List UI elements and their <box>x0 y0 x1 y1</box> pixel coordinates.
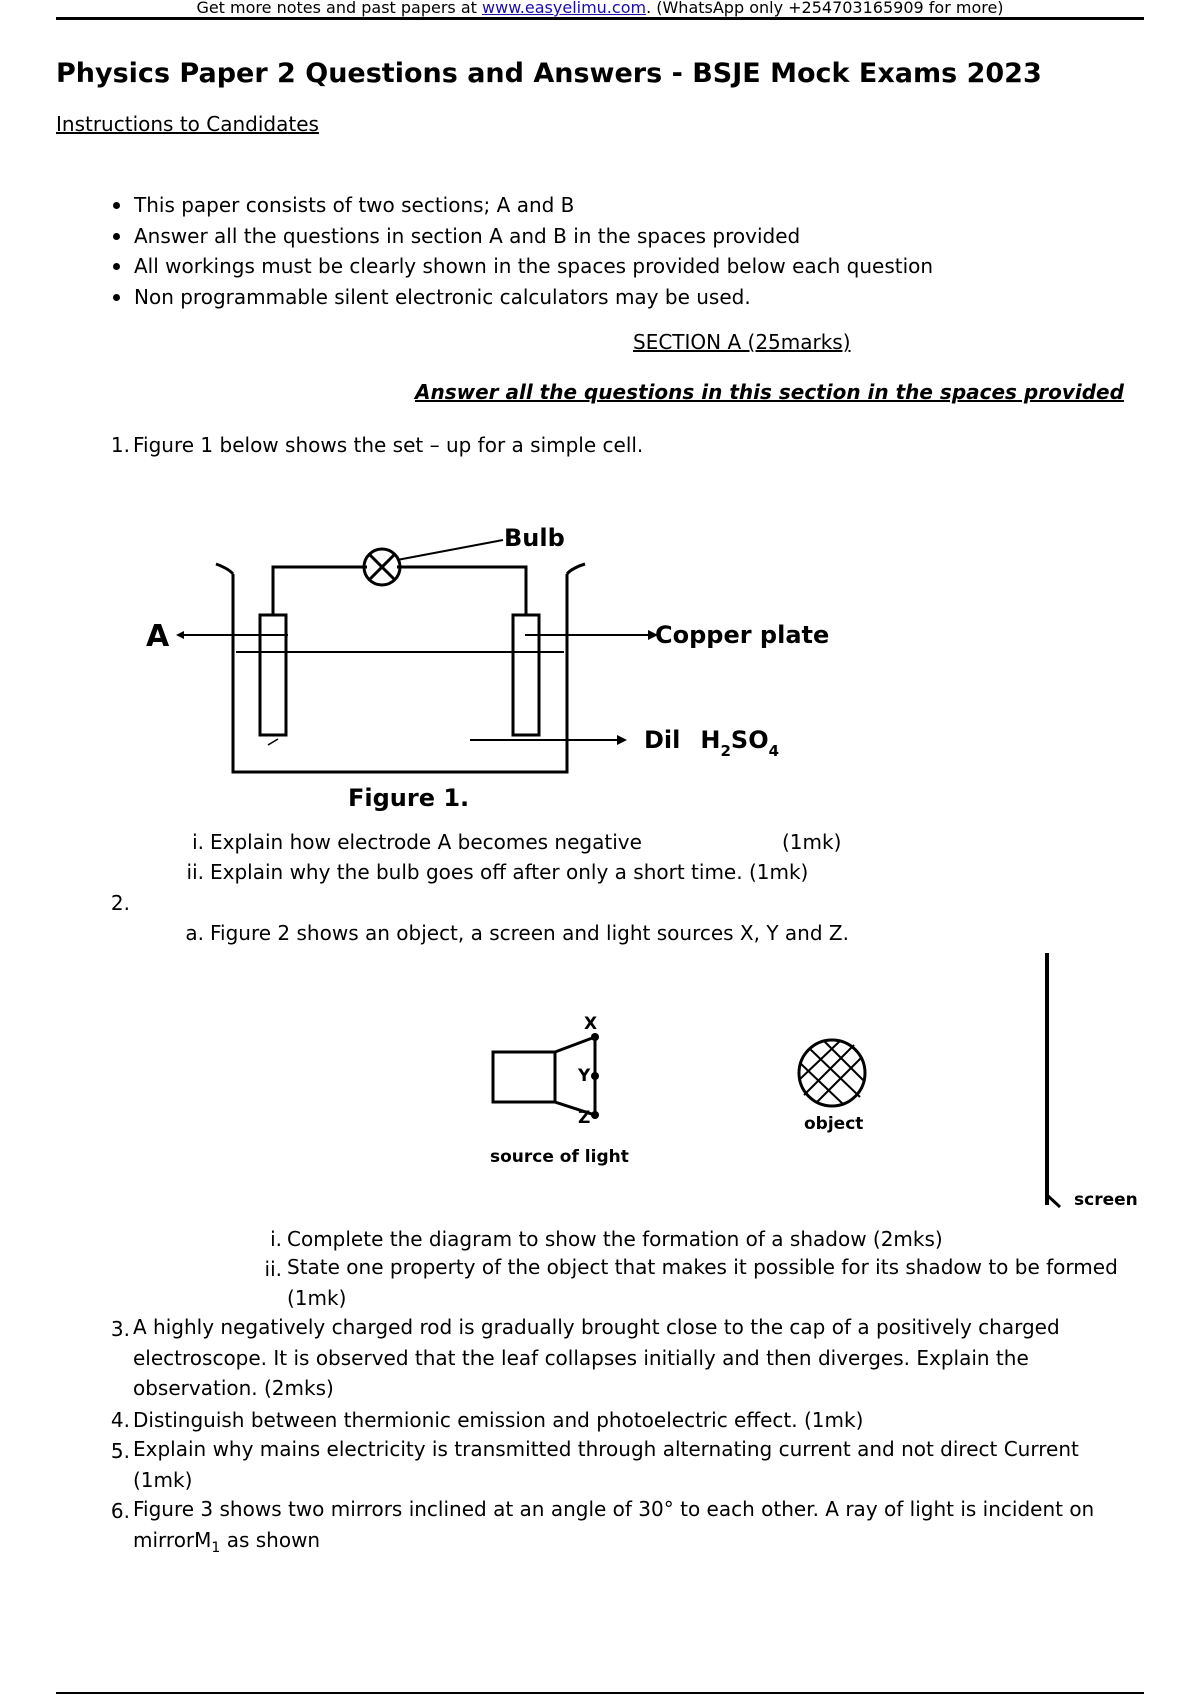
header-note <box>0 0 1200 17</box>
vessel-lip-right <box>567 564 585 574</box>
q1-i-marks: (1mk) <box>782 830 842 854</box>
wire-right <box>397 567 526 615</box>
object-label: object <box>804 1114 864 1134</box>
sub-4: 4 <box>768 742 780 760</box>
header-prefix: Get more notes and past papers at <box>196 0 483 17</box>
q3-line: electroscope. It is observed that the leaf collapses initially and then diverges. Explain the <box>133 1345 1029 1370</box>
electrode-a <box>260 615 286 735</box>
light-box <box>493 1052 555 1102</box>
q3-line: A highly negatively charged rod is gradually brought close to the cap of a positively charged <box>133 1315 1060 1339</box>
q6-mirror-sub: 1 <box>211 1539 221 1556</box>
label-z: Z <box>578 1108 591 1128</box>
q2-ii-line: State one property of the object that makes it possible for its shadow to be formed <box>287 1255 1118 1279</box>
q4-number: 4. <box>110 1408 130 1432</box>
label-a: A <box>146 619 170 654</box>
figure-1-caption: Figure 1. <box>348 784 470 812</box>
q5-line: Explain why mains electricity is transmitted through alternating current and not direct Current <box>133 1437 1079 1461</box>
h-text: H <box>700 726 721 754</box>
q6-mirror-text: mirrorM <box>133 1527 212 1552</box>
section-heading: SECTION A (25marks) <box>633 330 851 354</box>
instructions-heading: Instructions to Candidates <box>56 112 319 136</box>
q2-ii-text <box>287 1252 1118 1313</box>
q1-i-text: Explain how electrode A becomes negative <box>210 830 642 854</box>
screen-label: screen <box>1074 1190 1138 1210</box>
q3-line: observation. (2mks) <box>133 1376 334 1400</box>
vessel-lip-left <box>216 564 233 574</box>
figure-1-simple-cell <box>130 510 850 820</box>
q1-number: 1. <box>110 433 130 457</box>
q1-statement: below shows the set – up for a simple cell. <box>213 433 644 457</box>
q2-a-text <box>210 921 849 945</box>
q6-figure-ref: Figure 3 <box>133 1497 214 1521</box>
source-of-light-label: source of light <box>490 1147 629 1167</box>
q6-line <box>133 1494 1094 1525</box>
q4-text: Distinguish between thermionic emission and photoelectric effect. (1mk) <box>133 1408 864 1432</box>
source-x-dot <box>591 1033 599 1041</box>
figure-2-shadow-setup <box>470 945 1150 1215</box>
header-rule <box>56 17 1144 20</box>
q5-text <box>133 1434 1079 1495</box>
so-text: SO <box>730 726 769 754</box>
q2-number: 2. <box>110 891 130 915</box>
q5-line: (1mk) <box>133 1467 193 1492</box>
q6-number: 6. <box>110 1499 130 1523</box>
instruction-item: Non programmable silent electronic calculators may be used. <box>110 282 933 313</box>
q1-text <box>133 433 643 457</box>
q1-ii-text: Explain why the bulb goes off after only a short time. (1mk) <box>210 860 809 884</box>
label-x: X <box>584 1014 598 1034</box>
electrolyte-label <box>644 726 779 760</box>
q6-text <box>133 1494 1094 1563</box>
dil-text: Dil <box>644 726 681 754</box>
header-link[interactable]: www.easyelimu.com <box>482 0 647 17</box>
instruction-item: All workings must be clearly shown in the spaces provided below each question <box>110 251 933 282</box>
q2-i-text: Complete the diagram to show the formation of a shadow (2mks) <box>287 1227 943 1251</box>
q6-line <box>133 1525 1094 1564</box>
copper-plate-label: Copper plate <box>655 621 830 649</box>
instructions-list <box>110 190 933 312</box>
section-instruction: Answer all the questions in this section in the spaces provided <box>415 380 1124 404</box>
q1-i-number: i. <box>192 830 204 854</box>
source-z-dot <box>591 1111 599 1119</box>
instruction-item: Answer all the questions in section A and B in the spaces provided <box>110 221 933 252</box>
label-y: Y <box>578 1066 591 1086</box>
q2-ii-line: (1mk) <box>287 1285 347 1310</box>
q6-statement: shows two mirrors inclined at an angle of 30° to each other. A ray of light is incident on <box>213 1497 1095 1521</box>
sub-2: 2 <box>720 742 731 760</box>
copper-electrode <box>513 615 539 735</box>
q5-number: 5. <box>110 1439 130 1463</box>
q1-ii-number: ii. <box>186 860 204 884</box>
wire-left <box>273 567 367 615</box>
bulb-label: Bulb <box>504 524 565 552</box>
q3-number: 3. <box>110 1317 130 1341</box>
q2-figure-ref: Figure 2 <box>210 921 291 945</box>
q6-as-shown: as shown <box>220 1527 321 1552</box>
page-title: Physics Paper 2 Questions and Answers - BSJE Mock Exams 2023 <box>56 58 1042 89</box>
q2-ii-number: ii. <box>264 1257 282 1281</box>
instruction-item: This paper consists of two sections; A and B <box>110 190 933 221</box>
q3-text <box>133 1312 1060 1404</box>
source-y-dot <box>591 1072 599 1080</box>
q2-statement: shows an object, a screen and light sources X, Y and Z. <box>290 921 849 945</box>
q1-figure-ref: Figure 1 <box>133 433 214 457</box>
footer-rule <box>56 1692 1144 1694</box>
q2-i-number: i. <box>270 1227 282 1251</box>
q2-a-number: a. <box>185 921 204 945</box>
header-suffix: . (WhatsApp only +254703165909 for more) <box>646 0 1004 17</box>
vessel <box>233 574 567 772</box>
